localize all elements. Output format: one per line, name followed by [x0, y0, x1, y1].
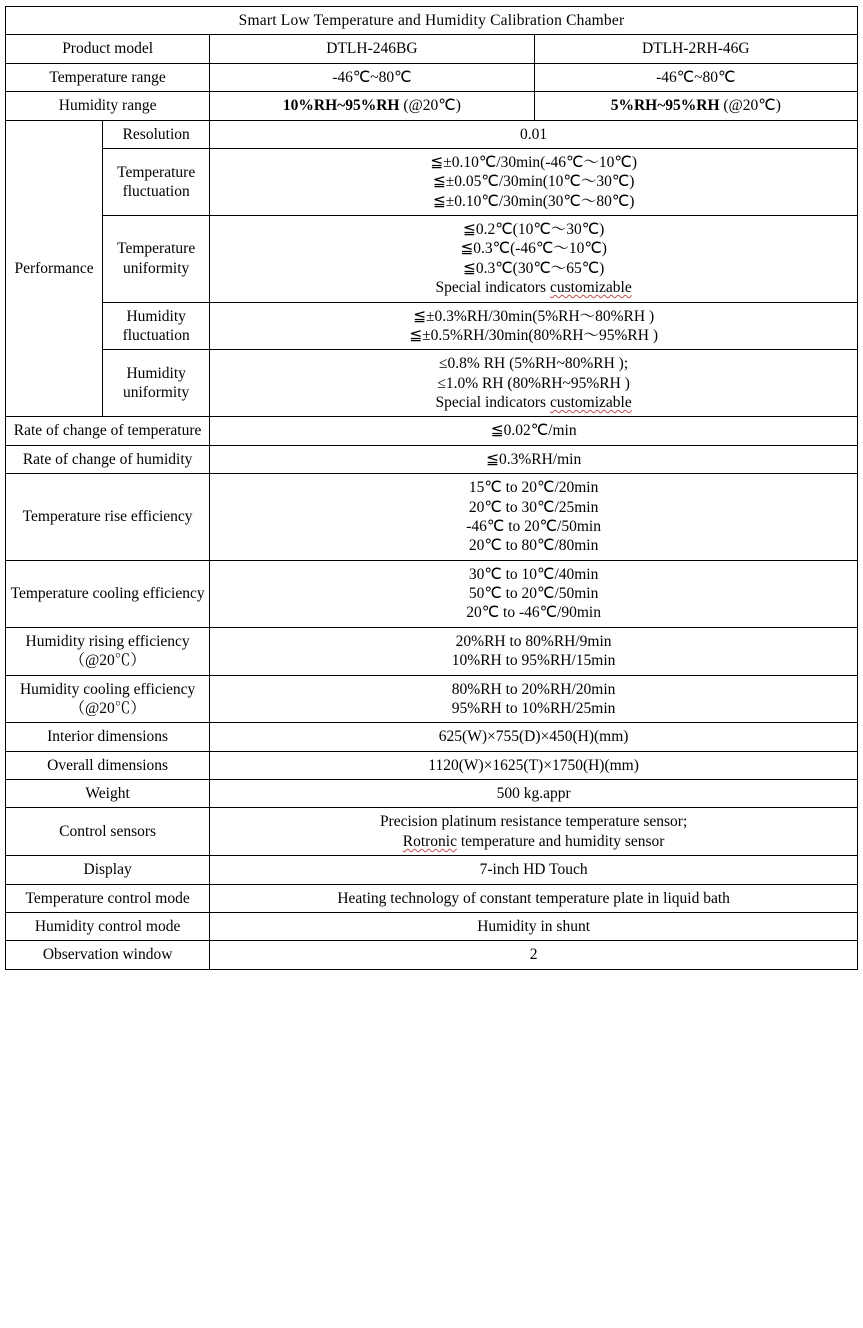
value-humidity-control-mode: Humidity in shunt — [210, 912, 858, 940]
table-row-humidity-control-mode — [6, 912, 858, 940]
temperature-fluctuation-line-1: ≦±0.10℃/30min(-46℃～10℃) — [430, 153, 637, 171]
humidity-uniformity-note-prefix: Special indicators — [435, 394, 550, 411]
row-label-temperature-range: Temperature range — [6, 63, 210, 91]
row-label-overall-dimensions: Overall dimensions — [6, 751, 210, 779]
temperature-uniformity-line-2: ≦0.3℃(-46℃～10℃) — [460, 240, 607, 258]
humidity-uniformity-line-1: ≤0.8% RH (5%RH~80%RH ); — [439, 355, 629, 373]
row-label-temperature-rise-efficiency: Temperature rise efficiency — [6, 474, 210, 561]
row-label-rate-change-humidity: Rate of change of humidity — [6, 445, 210, 473]
value-humidity-fluctuation — [210, 302, 858, 350]
value-humidity-range-b-bold: 5%RH~95%RH — [610, 97, 720, 115]
value-weight: 500 kg.appr — [210, 780, 858, 808]
table-row-resolution — [6, 120, 858, 148]
table-row-humidity-rising-efficiency — [6, 627, 858, 675]
temperature-cooling-line-2: 50℃ to 20℃/50min — [468, 585, 599, 602]
row-label-weight: Weight — [6, 780, 210, 808]
temperature-fluctuation-line-3: ≦±0.10℃/30min(30℃～80℃) — [432, 192, 635, 210]
table-row-temperature-cooling-efficiency — [6, 560, 858, 627]
table-row-temperature-fluctuation — [6, 148, 858, 215]
table-row-rate-change-temperature — [6, 417, 858, 445]
control-sensors-line-1: Precision platinum resistance temperature sensor; — [379, 813, 688, 831]
value-model-b: DTLH-2RH-46G — [534, 35, 857, 63]
table-row-temperature-uniformity — [6, 216, 858, 303]
row-label-temperature-control-mode: Temperature control mode — [6, 884, 210, 912]
table-row-title — [6, 7, 858, 35]
humidity-uniformity-line-2: ≤1.0% RH (80%RH~95%RH ) — [437, 374, 630, 392]
row-label-humidity-rising-efficiency: Humidity rising efficiency（@20℃） — [6, 627, 210, 675]
temperature-uniformity-note — [214, 278, 853, 297]
value-temperature-range-b: -46℃~80℃ — [534, 63, 857, 91]
table-row-temperature-rise-efficiency — [6, 474, 858, 561]
humidity-uniformity-note-underlined: customizable — [549, 394, 632, 411]
specification-table — [5, 6, 858, 970]
table-row-humidity-uniformity — [6, 350, 858, 417]
value-humidity-range-a-bold: 10%RH~95%RH — [282, 97, 400, 115]
row-label-control-sensors: Control sensors — [6, 808, 210, 856]
control-sensors-line-2 — [214, 832, 853, 851]
table-row-humidity-range — [6, 92, 858, 120]
temperature-rise-line-1: 15℃ to 20℃/20min — [468, 479, 599, 497]
table-row-humidity-cooling-efficiency — [6, 675, 858, 723]
value-overall-dimensions: 1120(W)×1625(T)×1750(H)(mm) — [210, 751, 858, 779]
value-humidity-range-a — [210, 92, 534, 120]
row-label-performance: Performance — [6, 120, 103, 417]
row-label-rate-change-temperature: Rate of change of temperature — [6, 417, 210, 445]
humidity-cooling-line-2: 95%RH to 10%RH/25min — [451, 699, 616, 717]
temperature-fluctuation-line-2: ≦±0.05℃/30min(10℃～30℃) — [432, 173, 635, 191]
temperature-rise-line-2: 20℃ to 30℃/25min — [468, 498, 599, 516]
value-interior-dimensions: 625(W)×755(D)×450(H)(mm) — [210, 723, 858, 751]
row-label-temperature-cooling-efficiency: Temperature cooling efficiency — [6, 560, 210, 627]
value-humidity-cooling-efficiency — [210, 675, 858, 723]
row-label-interior-dimensions: Interior dimensions — [6, 723, 210, 751]
table-row-product-model — [6, 35, 858, 63]
humidity-uniformity-note — [214, 393, 853, 412]
value-temperature-cooling-efficiency — [210, 560, 858, 627]
value-humidity-range-a-rest: (@20℃) — [399, 97, 461, 115]
row-label-humidity-control-mode: Humidity control mode — [6, 912, 210, 940]
row-label-humidity-range: Humidity range — [6, 92, 210, 120]
table-row-observation-window — [6, 941, 858, 969]
value-humidity-range-b — [534, 92, 857, 120]
row-label-humidity-uniformity: Humidity uniformity — [103, 350, 210, 417]
table-row-humidity-fluctuation — [6, 302, 858, 350]
temperature-uniformity-line-1: ≦0.2℃(10℃～30℃) — [462, 221, 605, 238]
table-row-overall-dimensions — [6, 751, 858, 779]
temperature-rise-line-4: 20℃ to 80℃/80min — [468, 537, 599, 555]
row-label-product-model: Product model — [6, 35, 210, 63]
table-row-temperature-range — [6, 63, 858, 91]
row-label-resolution: Resolution — [103, 120, 210, 148]
value-model-a: DTLH-246BG — [210, 35, 534, 63]
value-temperature-uniformity — [210, 216, 858, 303]
control-sensors-line-2-rest: temperature and humidity sensor — [456, 832, 665, 850]
value-display: 7-inch HD Touch — [210, 856, 858, 884]
temperature-uniformity-note-prefix: Special indicators — [435, 279, 550, 297]
temperature-uniformity-line-3: ≦0.3℃(30℃～65℃) — [462, 259, 605, 277]
value-temperature-rise-efficiency — [210, 474, 858, 561]
temperature-rise-line-3: -46℃ to 20℃/50min — [466, 517, 601, 535]
humidity-fluctuation-line-1: ≦±0.3%RH/30min(5%RH～80%RH ) — [413, 307, 655, 325]
temperature-uniformity-note-underlined: customizable — [549, 279, 632, 297]
control-sensors-brand: Rotronic — [402, 832, 457, 850]
humidity-rising-line-2: 10%RH to 95%RH/15min — [451, 652, 616, 670]
humidity-fluctuation-line-2: ≦±0.5%RH/30min(80%RH～95%RH ) — [409, 326, 659, 344]
value-humidity-uniformity — [210, 350, 858, 417]
value-humidity-range-b-rest: (@20℃) — [719, 97, 781, 115]
value-temperature-control-mode: Heating technology of constant temperature plate in liquid bath — [210, 884, 858, 912]
row-label-observation-window: Observation window — [6, 941, 210, 969]
value-temperature-fluctuation — [210, 148, 858, 215]
row-label-humidity-fluctuation: Humidity fluctuation — [103, 302, 210, 350]
humidity-cooling-line-1: 80%RH to 20%RH/20min — [451, 680, 616, 698]
document-title: Smart Low Temperature and Humidity Calibration Chamber — [6, 7, 858, 35]
row-label-humidity-cooling-efficiency: Humidity cooling efficiency（@20℃） — [6, 675, 210, 723]
humidity-rising-line-1: 20%RH to 80%RH/9min — [455, 632, 612, 650]
value-observation-window: 2 — [210, 941, 858, 969]
value-resolution: 0.01 — [210, 120, 858, 148]
value-control-sensors — [210, 808, 858, 856]
value-rate-change-humidity: ≦0.3%RH/min — [210, 445, 858, 473]
value-humidity-rising-efficiency — [210, 627, 858, 675]
table-row-rate-change-humidity — [6, 445, 858, 473]
table-row-weight — [6, 780, 858, 808]
row-label-display: Display — [6, 856, 210, 884]
table-row-display — [6, 856, 858, 884]
table-row-control-sensors — [6, 808, 858, 856]
table-row-interior-dimensions — [6, 723, 858, 751]
value-rate-change-temperature: ≦0.02℃/min — [210, 417, 858, 445]
value-temperature-range-a: -46℃~80℃ — [210, 63, 534, 91]
row-label-temperature-uniformity: Temperature uniformity — [103, 216, 210, 303]
temperature-cooling-line-3: 20℃ to -46℃/90min — [466, 604, 601, 622]
table-row-temperature-control-mode — [6, 884, 858, 912]
temperature-cooling-line-1: 30℃ to 10℃/40min — [468, 565, 599, 583]
row-label-temperature-fluctuation: Temperature fluctuation — [103, 148, 210, 215]
